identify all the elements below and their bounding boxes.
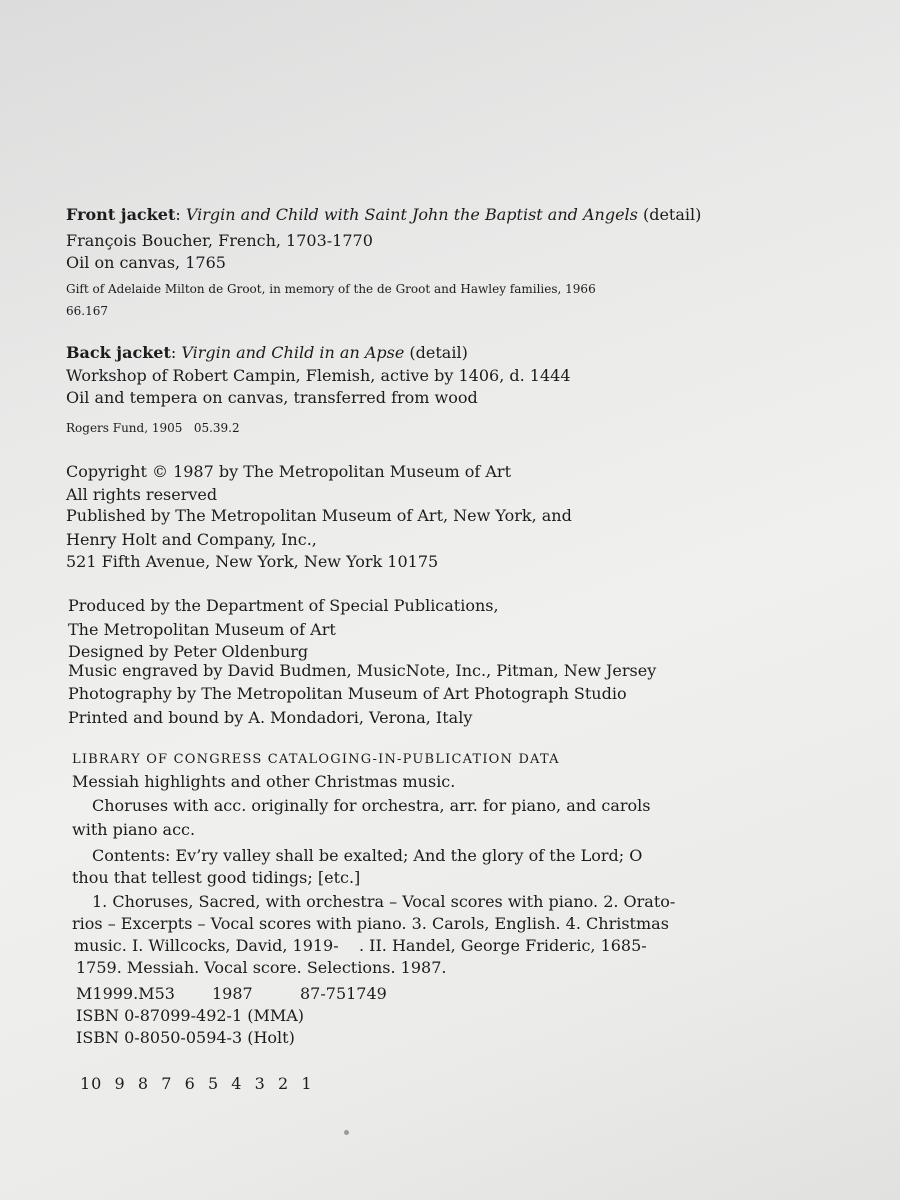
address-line: 521 Fifth Avenue, New York, New York 10175	[66, 552, 439, 571]
back-jacket-artist: Workshop of Robert Campin, Flemish, active by 1406, d. 1444	[66, 366, 571, 385]
printing-number-line: 10 9 8 7 6 5 4 3 2 1	[80, 1074, 313, 1093]
cip-heading: LIBRARY OF CONGRESS CATALOGING-IN-PUBLICATION DATA	[72, 752, 560, 767]
copyright-line: Copyright © 1987 by The Metropolitan Museum of Art	[66, 462, 512, 481]
cip-subjects-line-2: rios – Excerpts – Vocal scores with piano. 3. Carols, English. 4. Christmas	[72, 914, 669, 933]
paper-speck	[344, 1130, 349, 1135]
cip-note-line-1: Choruses with acc. originally for orchestra, arr. for piano, and carols	[92, 796, 651, 815]
cip-year: 1987	[212, 984, 253, 1003]
isbn-mma: ISBN 0-87099-492-1 (MMA)	[76, 1006, 305, 1025]
back-jacket-label: Back jacket	[66, 343, 171, 362]
cip-lccn: 87-751749	[300, 984, 387, 1003]
front-jacket-label: Front jacket	[66, 205, 176, 224]
cip-note-line-2: with piano acc.	[72, 820, 196, 839]
cip-title-line: Messiah highlights and other Christmas music.	[72, 772, 456, 791]
printer-line: Printed and bound by A. Mondadori, Verona, Italy	[68, 708, 473, 727]
rights-line: All rights reserved	[66, 485, 218, 504]
cip-call-number: M1999.M53	[76, 984, 175, 1003]
front-jacket-accession: 66.167	[66, 304, 108, 318]
cip-subjects-line-4: 1759. Messiah. Vocal score. Selections. 1987.	[76, 958, 447, 977]
front-jacket-detail: (detail)	[642, 205, 702, 224]
front-jacket-medium: Oil on canvas, 1765	[66, 253, 226, 272]
front-jacket-title: Virgin and Child with Saint John the Baptist and Angels	[185, 205, 638, 224]
cip-contents-line-1: Contents: Ev’ry valley shall be exalted; And the glory of the Lord; O	[92, 846, 643, 865]
publisher-line: Published by The Metropolitan Museum of Art, New York, and	[66, 506, 572, 525]
back-jacket-caption: Back jacket: Virgin and Child in an Apse (detail)	[66, 343, 468, 362]
back-jacket-title: Virgin and Child in an Apse	[181, 343, 405, 362]
produced-by-line: Produced by the Department of Special Publications,	[68, 596, 499, 615]
back-jacket-detail: (detail)	[409, 343, 468, 362]
music-engraver-line: Music engraved by David Budmen, MusicNote, Inc., Pitman, New Jersey	[68, 661, 657, 680]
front-jacket-artist: François Boucher, French, 1703-1770	[66, 231, 373, 250]
cip-subjects-line-3: music. I. Willcocks, David, 1919- . II. Handel, George Frideric, 1685-	[74, 936, 647, 955]
photography-line: Photography by The Metropolitan Museum of Art Photograph Studio	[68, 684, 627, 703]
cip-contents-line-2: thou that tellest good tidings; [etc.]	[72, 868, 361, 887]
copublisher-line: Henry Holt and Company, Inc.,	[66, 530, 317, 549]
front-jacket-caption: Front jacket: Virgin and Child with Saint John the Baptist and Angels (detail)	[66, 205, 702, 224]
isbn-holt: ISBN 0-8050-0594-3 (Holt)	[76, 1028, 295, 1047]
front-jacket-credit: Gift of Adelaide Milton de Groot, in memory of the de Groot and Hawley families, 1966	[66, 282, 596, 296]
back-jacket-medium: Oil and tempera on canvas, transferred from wood	[66, 388, 478, 407]
back-jacket-credit: Rogers Fund, 1905 05.39.2	[66, 421, 240, 435]
department-org-line: The Metropolitan Museum of Art	[68, 620, 336, 639]
designer-line: Designed by Peter Oldenburg	[68, 642, 309, 661]
cip-subjects-line-1: 1. Choruses, Sacred, with orchestra – Vocal scores with piano. 2. Orato-	[92, 892, 676, 911]
